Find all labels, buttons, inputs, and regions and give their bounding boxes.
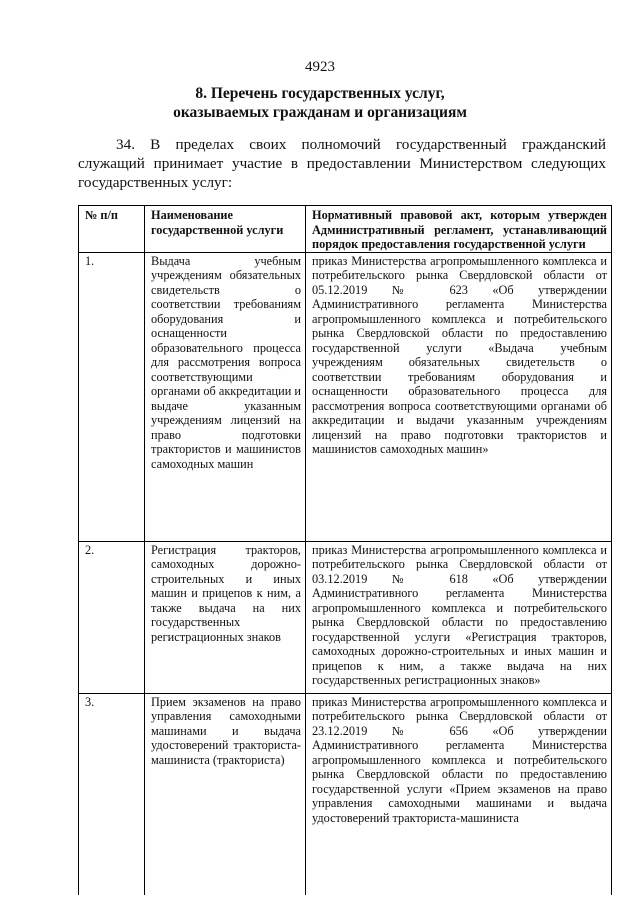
section-title [0,84,640,122]
row-number: 3. [79,693,145,895]
services-table [78,205,612,895]
intro-text: 34. В пределах своих полномочий государственный гражданский служащий принимает участие в предоставлении Министерством следующих государственных услуг: [78,136,606,191]
section-title-line-2: оказываемых гражданам и организациям [173,104,467,121]
table-row [79,693,612,895]
table-row [79,252,612,541]
row-service: Регистрация тракторов, самоходных дорожно-строительных и иных машин и прицепов к ним, а также выдача на них государственных регистрационных знаков [145,541,306,693]
row-service: Прием экзаменов на право управления самоходными машинами и выдача удостоверений тракториста-машиниста (тракториста) [145,693,306,895]
header-number: № п/п [79,206,145,253]
row-service: Выдача учебным учреждениям обязательных свидетельств о соответствии требованиям оборудования и оснащенности образовательного процесса для рассмотрения вопроса соответствующими органами об аккредитации и выдаче указанным учреждениям лицензий на право подготовки трактористов и машинистов самоходных машин [145,252,306,541]
row-number: 1. [79,252,145,541]
page-number: 4923 [305,59,335,75]
table-row [79,541,612,693]
section-title-line-1: 8. Перечень государственных услуг, [195,85,445,102]
row-number: 2. [79,541,145,693]
header-service-name: Наименование государственной услуги [145,206,306,253]
row-legal-act: приказ Министерства агропромышленного комплекса и потребительского рынка Свердловской области от 05.12.2019 № 623 «Об утверждении Административного регламента Министерства агропромышленного комплекса и потребительского рынка Свердловской области по предоставлению государственной услуги «Выдача учебным учреждениям обязательных свидетельств о соответствии требованиям оборудования и оснащенности образовательного процесса для рассмотрения вопроса соответствующими органами об аккредитации и выдачи указанным учреждениям лицензий на право подготовки трактористов и машинистов самоходных машин» [306,252,612,541]
intro-paragraph [78,135,606,192]
row-legal-act: приказ Министерства агропромышленного комплекса и потребительского рынка Свердловской области от 03.12.2019 № 618 «Об утверждении Административного регламента Министерства агропромышленного комплекса и потребительского рынка Свердловской области по предоставлению государственной услуги «Регистрация тракторов, самоходных дорожно-строительных и иных машин и прицепов к ним, а также выдача на них государственных регистрационных знаков» [306,541,612,693]
row-legal-act: приказ Министерства агропромышленного комплекса и потребительского рынка Свердловской области от 23.12.2019 № 656 «Об утверждении Административного регламента Министерства агропромышленного комплекса и потребительского рынка Свердловской области по предоставлению государственной услуги «Прием экзаменов на право управления самоходными машинами и выдача удостоверений тракториста-машиниста [306,693,612,895]
header-legal-act: Нормативный правовой акт, которым утвержден Административный регламент, устанавливающий порядок предоставления государственной услуги [306,206,612,253]
table-header-row [79,206,612,253]
